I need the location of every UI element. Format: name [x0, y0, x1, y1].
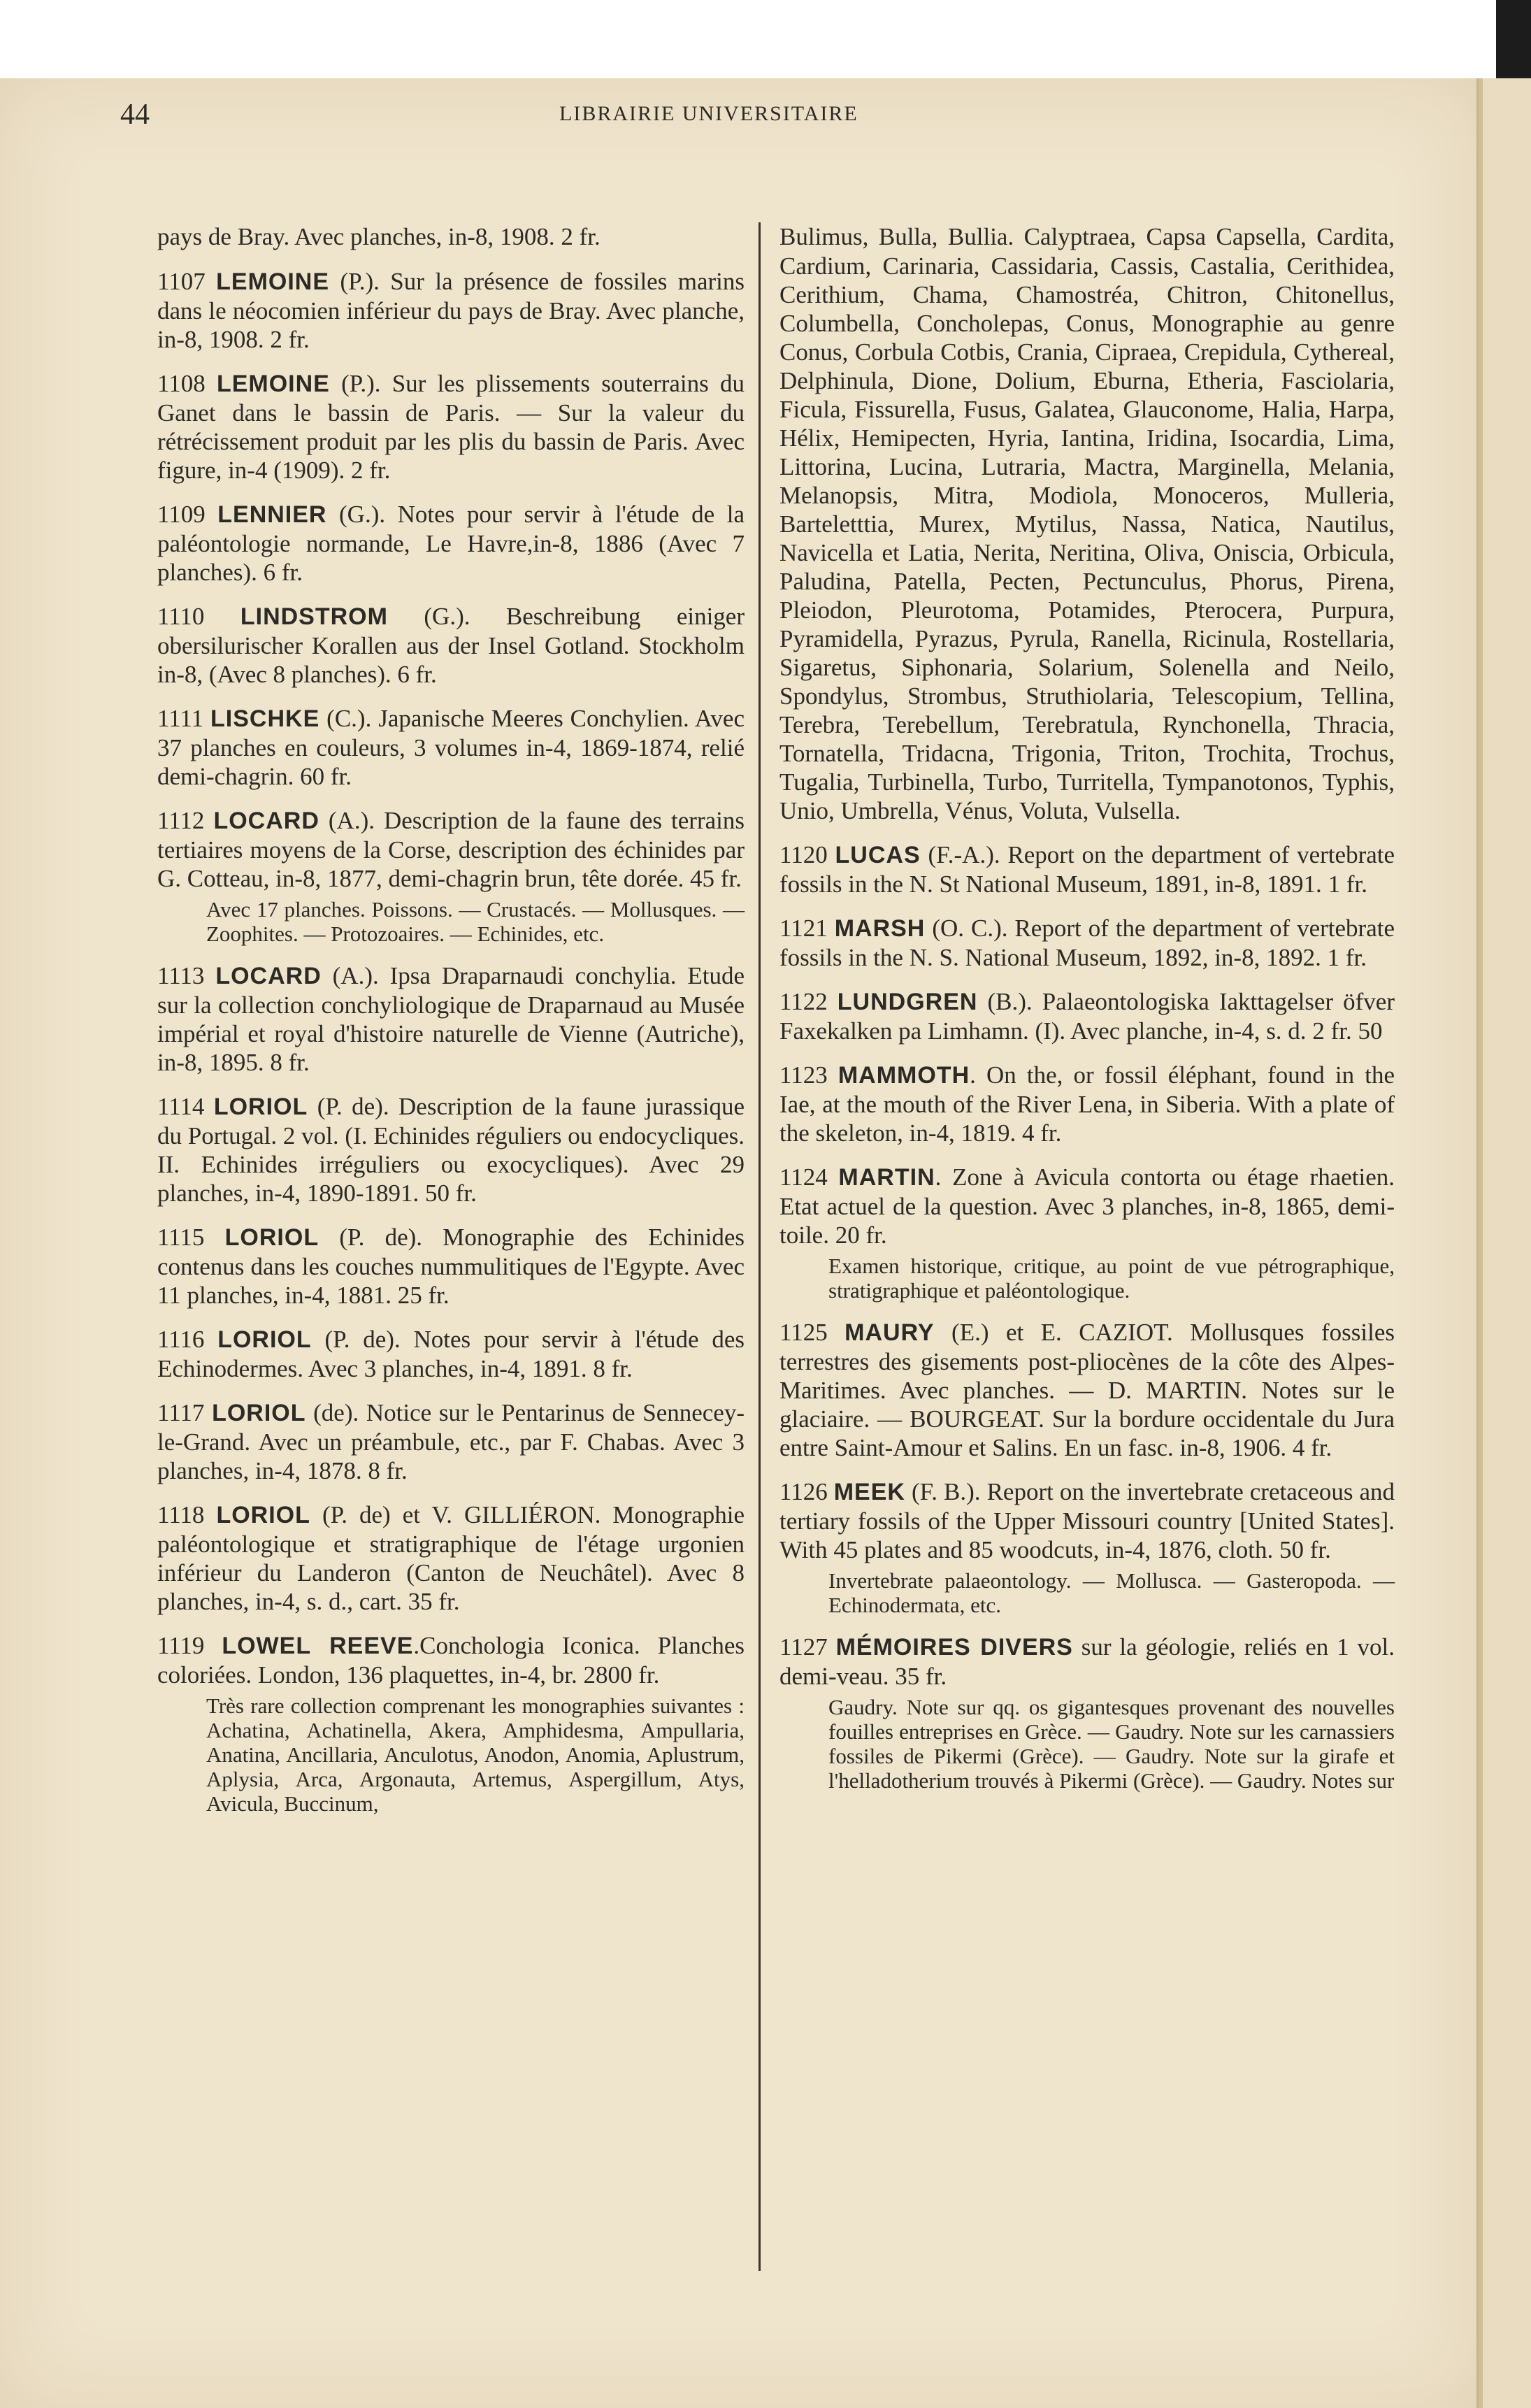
entry-price: 25 fr.	[397, 1282, 450, 1309]
left-column	[157, 222, 745, 1831]
entry-author: LEMOINE	[216, 268, 330, 295]
entry-author: LORIOL	[213, 1094, 308, 1120]
entry-author: LORIOL	[212, 1400, 306, 1426]
entry-price: 50 fr.	[1279, 1536, 1331, 1563]
entry-author: LOWEL REEVE	[222, 1633, 414, 1659]
entry-description: (de). Notice sur le Pentarinus de Sennecey-le-Grand. Avec un préambule, etc., par F. Chabas. Avec 3 planches, in-4, 1878.	[157, 1399, 745, 1484]
entry-number: 1127	[779, 1633, 828, 1661]
entry-number: 1115	[157, 1224, 205, 1251]
entry-price: 20 fr.	[835, 1221, 887, 1249]
entry-author: LUNDGREN	[837, 989, 978, 1015]
entry-author: LUCAS	[835, 842, 921, 868]
entry-price: 2 fr.	[270, 326, 310, 353]
entry-price: 2800 fr.	[583, 1661, 660, 1689]
entry-author: MEEK	[833, 1479, 905, 1505]
catalogue-entry	[779, 987, 1395, 1045]
entry-price: 6 fr.	[397, 661, 437, 688]
entry-description: (O. C.). Report of the department of vertebrate fossils in the N. S. National Museum, 1892, in-8, 1892.	[779, 915, 1395, 971]
entry-author: MAURY	[844, 1319, 935, 1346]
entry-description: (P.). Sur la présence de fossiles marins dans le néocomien inférieur du pays de Bray. Avec planche, in-8, 1908.	[157, 268, 745, 353]
entry-price: 8 fr.	[593, 1355, 633, 1382]
entry-description: (A.). Description de la faune des terrains tertiaires moyens de la Corse, description des échinides par G. Cotteau, in-8, 1877, demi-chagrin brun, tête dorée.	[157, 807, 745, 892]
entry-price: 35 fr.	[895, 1663, 947, 1690]
entry-description: (E.) et E. CAZIOT. Mollusques fossiles terrestres des gisements post-pliocènes de la côte des Alpes-Maritimes. Avec planches. — D. MARTIN. Notes sur le glaciaire. — BOURGEAT. Sur la bordure occidentale du Jura entre Saint-Amour et Salins. En un fasc. in-8, 1906.	[779, 1319, 1395, 1461]
entry-description: (C.). Japanische Meeres Conchylien. Avec 37 planches en couleurs, 3 volumes in-4, 1869-1874, relié demi-chagrin.	[157, 705, 745, 790]
entry-description: (P. de). Monographie des Echinides contenus dans les couches nummulitiques de l'Egypte. Avec 11 planches, in-4, 1881.	[157, 1224, 745, 1309]
scan-background-top	[0, 0, 1531, 78]
entry-author: LINDSTROM	[240, 603, 388, 630]
catalogue-entry	[779, 222, 1395, 825]
entry-description: . On the, or fossil éléphant, found in the Iae, at the mouth of the River Lena, in Siberia. With a plate of the skeleton, in-4, 1819.	[779, 1061, 1395, 1147]
entry-price: 8 fr.	[270, 1049, 310, 1076]
catalogue-entry	[157, 1398, 745, 1485]
catalogue-entry	[779, 914, 1395, 972]
entry-number: 1116	[157, 1326, 205, 1353]
entry-price: 8 fr.	[368, 1457, 408, 1484]
catalogue-entry	[779, 1318, 1395, 1462]
catalogue-entry	[157, 806, 745, 946]
entry-author: LORIOL	[216, 1502, 310, 1528]
entry-author: MARTIN	[838, 1164, 935, 1191]
entry-price: 6 fr.	[263, 559, 303, 586]
entry-author: MAMMOTH	[838, 1062, 970, 1089]
entry-author: MARSH	[834, 915, 926, 942]
catalogue-entry	[157, 704, 745, 791]
entry-description: (G.). Notes pour servir à l'étude de la paléontologie normande, Le Havre,in-8, 1886 (Avec 7 planches).	[157, 501, 745, 586]
entry-number: 1109	[157, 501, 206, 528]
entry-description: .Conchologia Iconica. Planches coloriées. London, 136 plaquettes, in-4, br.	[157, 1632, 745, 1689]
entry-price: 45 fr.	[690, 865, 742, 892]
next-page-edge	[1479, 78, 1531, 2408]
catalogue-entry	[157, 961, 745, 1077]
entry-author: LENNIER	[217, 501, 327, 528]
catalogue-entry	[157, 1500, 745, 1616]
entry-note: Invertebrate palaeontology. — Mollusca. — Gasteropoda. — Echinodermata, etc.	[828, 1568, 1395, 1617]
entry-price: 1 fr.	[1327, 944, 1367, 971]
entry-number: 1119	[157, 1632, 205, 1659]
catalogue-entry	[157, 1325, 745, 1383]
entry-description: sur la géologie, reliés en 1 vol. demi-veau.	[779, 1633, 1395, 1690]
catalogue-entry	[779, 840, 1395, 898]
entry-number: 1122	[779, 988, 828, 1015]
entry-author: LOCARD	[215, 963, 322, 989]
entry-price: 1 fr.	[1328, 870, 1367, 898]
entry-number: 1126	[779, 1478, 828, 1505]
entry-number: 1110	[157, 603, 205, 630]
entry-description: (A.). Ipsa Draparnaudi conchylia. Etude sur la collection conchyliologique de Draparnaud au Musée impérial et royal d'histoire naturelle de Vienne (Autriche), in-8, 1895.	[157, 962, 745, 1076]
entry-number: 1114	[157, 1093, 205, 1120]
entry-description: Bulimus, Bulla, Bullia. Calyptraea, Capsa Capsella, Cardita, Cardium, Carinaria, Cassidaria, Cassis, Castalia, Cerithidea, Cerithium, Chama, Chamostréa, Chitron, Chitonellus, Columbella, Concholepas, Conus, Monographie au genre Conus, Corbula Cotbis, Crania, Cipraea, Crepidula, Cythereal, Delphinula, Dione, Dolium, Eburna, Etheria, Fasciolaria, Ficula, Fissurella, Fusus, Galatea, Glauconome, Halia, Harpa, Hélix, Hemipecten, Hyria, Iantina, Iridina, Isocardia, Lima, Littorina, Lucina, Lutraria, Mactra, Marginella, Melania, Melanopsis, Mitra, Modiola, Monoceros, Mulleria, Barteletttia, Murex, Mytilus, Nassa, Natica, Nautilus, Navicella et Latia, Nerita, Neritina, Oliva, Oniscia, Orbicula, Paludina, Patella, Pecten, Pectunculus, Phorus, Pirena, Pleiodon, Pleurotoma, Potamides, Pterocera, Purpura, Pyramidella, Pyrazus, Pyrula, Ranella, Ricinula, Rostellaria, Sigaretus, Siphonaria, Solarium, Solenella and Neilo, Spondylus, Strombus, Struthiolaria, Telescopium, Tellina, Terebra, Terebellum, Terebratula, Rynchonella, Thracia, Tornatella, Tridacna, Trigonia, Triton, Trochita, Trochus, Tugalia, Turbinella, Turbo, Turritella, Tympanotonos, Typhis, Unio, Umbrella, Vénus, Voluta, Vulsella.	[779, 223, 1395, 824]
catalogue-entry	[157, 1092, 745, 1207]
entry-price: 60 fr.	[300, 763, 352, 790]
entry-price: 2 fr.	[351, 457, 391, 484]
entry-author: LEMOINE	[216, 371, 330, 397]
catalogue-entry	[157, 1223, 745, 1310]
right-column	[779, 222, 1395, 1808]
catalogue-entry	[157, 602, 745, 689]
page-number: 44	[120, 99, 150, 131]
entry-author: LORIOL	[224, 1224, 319, 1251]
entry-number: 1111	[157, 705, 204, 732]
entry-number: 1118	[157, 1501, 205, 1528]
entry-number: 1107	[157, 268, 206, 295]
entry-description: (P. de). Description de la faune jurassique du Portugal. 2 vol. (I. Echinides réguliers ou endocycliques. II. Echinides irréguliers ou exocycliques). Avec 29 planches, in-4, 1890-1891.	[157, 1093, 745, 1207]
entry-note: Gaudry. Note sur qq. os gigantesques provenant des nouvelles fouilles entreprises en Grèce. — Gaudry. Note sur les carnassiers fossiles de Pikermi (Grèce). — Gaudry. Note sur la girafe et l'helladotherium trouvés à Pikermi (Grèce). — Gaudry. Notes sur	[828, 1695, 1395, 1793]
entry-number: 1124	[779, 1163, 828, 1191]
entry-number: 1108	[157, 370, 206, 397]
entry-number: 1125	[779, 1319, 828, 1346]
entry-note: Très rare collection comprenant les monographies suivantes : Achatina, Achatinella, Akera, Amphidesma, Ampullaria, Anatina, Ancillaria, Anculotus, Anodon, Anomia, Aplustrum, Aplysia, Arca, Argonauta, Artemus, Aspergillum, Atys, Avicula, Buccinum,	[206, 1693, 745, 1816]
catalogue-entry	[779, 1061, 1395, 1147]
entry-price: 4 fr.	[1022, 1119, 1062, 1147]
catalogue-entry	[157, 369, 745, 485]
entry-author: LORIOL	[217, 1326, 312, 1353]
entry-author: LOCARD	[213, 808, 319, 834]
entry-note: Avec 17 planches. Poissons. — Crustacés. — Mollusques. — Zoophites. — Protozoaires. — Echinides, etc.	[206, 897, 745, 946]
entry-price: 2 fr.	[561, 223, 601, 250]
column-divider	[759, 222, 761, 2271]
entry-price: 50 fr.	[424, 1180, 477, 1207]
entry-description: (F.-A.). Report on the department of vertebrate fossils in the N. St National Museum, 1891, in-8, 1891.	[779, 841, 1395, 898]
entry-description: (G.). Beschreibung einiger obersilurischer Korallen aus der Insel Gotland. Stockholm in-8, (Avec 8 planches).	[157, 603, 745, 688]
entry-price: 4 fr.	[1292, 1434, 1332, 1461]
scan-edge-dark	[1496, 0, 1531, 78]
catalogue-entry	[779, 1163, 1395, 1303]
entry-description: (P. de). Notes pour servir à l'étude des Echinodermes. Avec 3 planches, in-4, 1891.	[157, 1326, 745, 1382]
entry-description: pays de Bray. Avec planches, in-8, 1908.	[157, 223, 555, 250]
page-header	[0, 98, 1476, 140]
entry-description: (P.). Sur les plissements souterrains du Ganet dans le bassin de Paris. — Sur la valeur du rétrécissement produit par les plis du bassin de Paris. Avec figure, in-4 (1909).	[157, 370, 745, 484]
entry-note: Examen historique, critique, au point de vue pétrographique, stratigraphique et paléontologique.	[828, 1254, 1395, 1303]
entry-price: 35 fr.	[408, 1588, 460, 1615]
entry-description: (B.). Palaeontologiska Iakttagelser öfver Faxekalken pa Limhamn. (I). Avec planche, in-4, s. d.	[779, 988, 1395, 1045]
catalogue-entry	[157, 500, 745, 587]
entry-number: 1113	[157, 962, 205, 989]
catalogue-entry	[779, 1633, 1395, 1793]
entry-description: (F. B.). Report on the invertebrate cretaceous and tertiary fossils of the Upper Missouri country [United States]. With 45 plates and 85 woodcuts, in-4, 1876, cloth.	[779, 1478, 1395, 1563]
entry-number: 1123	[779, 1061, 828, 1089]
entry-description: . Zone à Avicula contorta ou étage rhaetien. Etat actuel de la question. Avec 3 planches, in-8, 1865, demi-toile.	[779, 1163, 1395, 1249]
entry-description: (P. de) et V. GILLIÉRON. Monographie paléontologique et stratigraphique de l'étage urgonien inférieur du Landeron (Canton de Neuchâtel). Avec 8 planches, in-4, s. d., cart.	[157, 1501, 745, 1615]
catalogue-entry	[157, 1631, 745, 1816]
catalogue-entry	[779, 1477, 1395, 1617]
catalogue-entry	[157, 222, 745, 252]
catalogue-entry	[157, 267, 745, 354]
entry-author: MÉMOIRES DIVERS	[835, 1634, 1073, 1661]
entry-number: 1121	[779, 915, 828, 942]
entry-price: 2 fr. 50	[1312, 1017, 1383, 1045]
entry-number: 1112	[157, 807, 205, 834]
entry-number: 1117	[157, 1399, 205, 1426]
entry-author: LISCHKE	[210, 705, 320, 732]
entry-number: 1120	[779, 841, 828, 868]
running-title: LIBRAIRIE UNIVERSITAIRE	[559, 102, 858, 125]
